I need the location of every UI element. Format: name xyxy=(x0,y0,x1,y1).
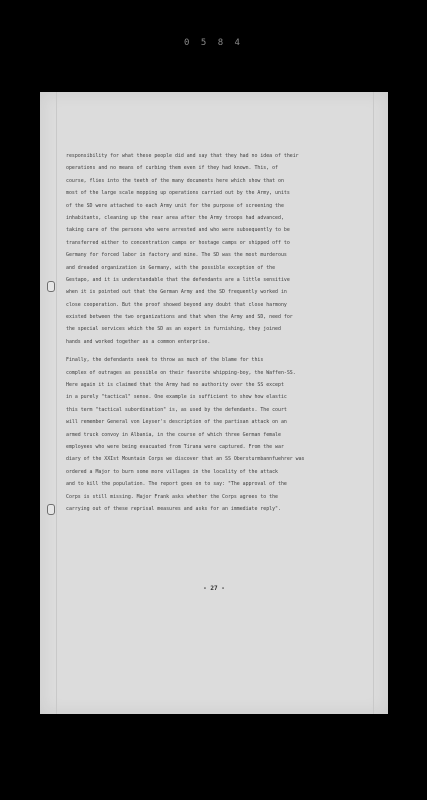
text-line: when it is pointed out that the German Army and the SD frequently worked in xyxy=(66,289,287,296)
text-line: of the SD were attached to each Army unit for the purpose of screening the xyxy=(66,202,284,209)
document-id-stamp: 0 5 8 4 xyxy=(184,38,243,48)
text-line: taking care of the persons who were arrested and who were subsequently to be xyxy=(66,227,290,234)
text-line: ordered a Major to burn some more villages in the locality of the attack xyxy=(66,468,278,475)
text-line: in a purely "tactical" sense. One example is sufficient to show how elastic xyxy=(66,394,287,401)
text-line: carrying out of these reprisal measures and asks for an immediate reply". xyxy=(66,505,281,512)
page-number: - 27 - xyxy=(203,585,225,592)
text-line: Gestapo, and it is understandable that the defendants are a little sensitive xyxy=(66,276,290,283)
text-line: diary of the XXIst Mountain Corps we discover that an SS Obersturmbannfuehrer was xyxy=(66,456,305,463)
paragraph-1 xyxy=(66,150,372,348)
text-line: this term "tactical subordination" is, as used by the defendants. The court xyxy=(66,406,287,413)
text-line: responsibility for what these people did and say that they had no idea of their xyxy=(66,153,299,159)
text-line: course, flies into the teeth of the many documents here which show that on xyxy=(66,177,284,184)
text-line: transferred either to concentration camps or hostage camps or shipped off to xyxy=(66,239,290,246)
text-line: most of the large scale mopping up operations carried out by the Army, units xyxy=(66,190,290,197)
text-line: complex of outrages as possible on their favorite whipping-boy, the Waffen-SS. xyxy=(66,369,296,376)
text-line: hands and worked together as a common enterprise. xyxy=(66,338,211,345)
document-page xyxy=(40,92,388,714)
text-line: Here again it is claimed that the Army had no authority over the SS except xyxy=(66,382,284,389)
text-line: operations and no means of curbing them even if they had known. This, of xyxy=(66,165,278,172)
text-line: Corps is still missing. Major Frank asks whether the Corps agrees to the xyxy=(66,493,278,500)
text-line: Finally, the defendants seek to throw as much of the blame for this xyxy=(66,357,264,364)
punch-hole-icon xyxy=(47,504,55,515)
text-line: Germany for forced labor in factory and mine. The SD was the most murderous xyxy=(66,252,287,259)
text-line: and dreaded organization in Germany, with the possible exception of the xyxy=(66,264,276,271)
text-line: employees who were being evacuated from Tirana were captured. From the war xyxy=(66,443,284,450)
text-line: close cooperation. But the proof showed beyond any doubt that close harmony xyxy=(66,301,287,308)
text-line: and to kill the population. The report goes on to say: "The approval of the xyxy=(66,481,287,488)
text-line: will remember General von Leyser's description of the partisan attack on an xyxy=(66,419,287,426)
text-line: inhabitants, cleaning up the rear area after the Army troops had advanced, xyxy=(66,214,284,221)
body-text xyxy=(66,150,372,515)
text-line: the special services which the SD as an expert in furnishing, they joined xyxy=(66,326,281,333)
paragraph-2 xyxy=(66,354,372,515)
punch-hole-icon xyxy=(47,281,55,292)
text-line: armed truck convoy in Albania, in the course of which three German female xyxy=(66,431,281,438)
text-line: existed between the two organizations and that when the Army and SD, need for xyxy=(66,314,293,321)
